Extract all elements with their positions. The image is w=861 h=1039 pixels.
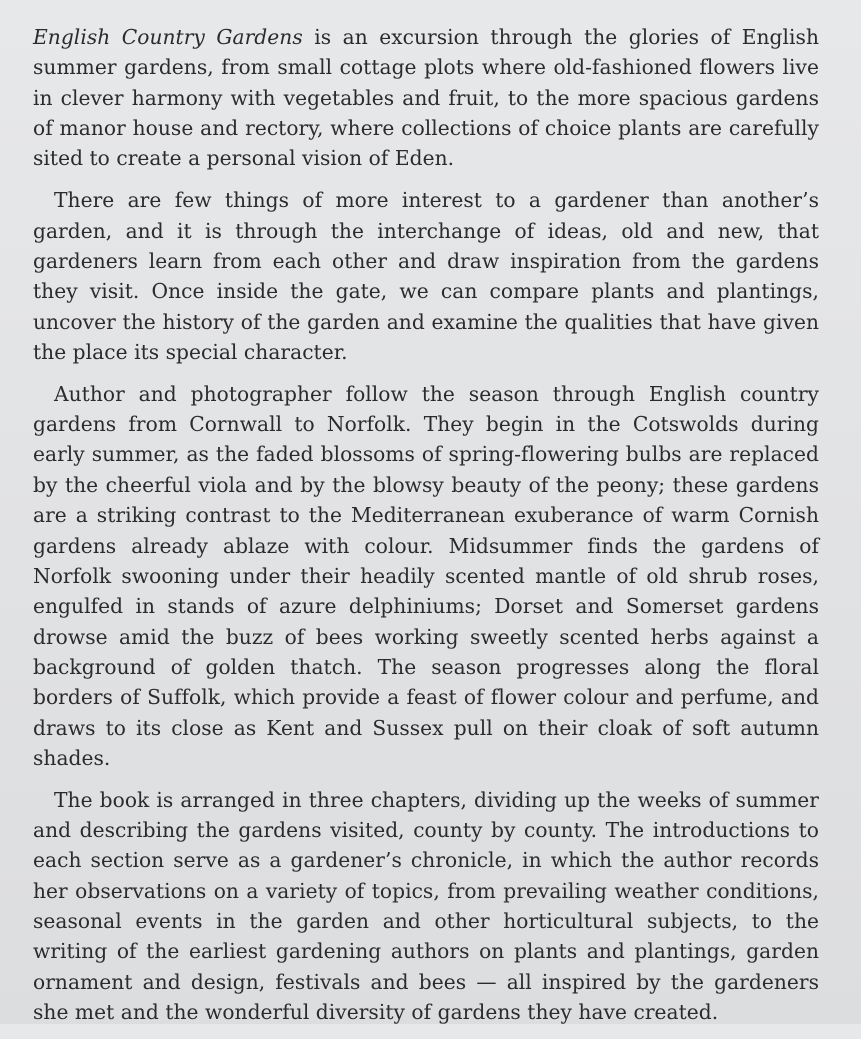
paragraph-intro-text: is an excursion through the glories of English summer gardens, from small cottage plots where old-fashioned flowers live in clever harmony with vegetables and fruit, to the more spacious gardens of manor house and rectory, where collections of choice plants are carefully sited to create a personal vision of Eden. xyxy=(33,25,820,171)
book-title: English Country Gardens xyxy=(33,25,303,49)
book-jacket-text xyxy=(33,22,819,1039)
paragraph-season-journey: Author and photographer follow the season through English country gardens from Cornwall to Norfolk. They begin in the Cotswolds during early summer, as the faded blossoms of spring-flowering bulbs are replaced by the cheerful viola and by the blowsy beauty of the peony; these gardens are a striking contrast to the Mediterranean exuberance of warm Cornish gardens already ablaze with colour. Midsummer finds the gardens of Norfolk swooning under their headily scented mantle of old shrub roses, engulfed in stands of azure delphiniums; Dorset and Somerset gardens drowse amid the buzz of bees working sweetly scented herbs against a background of golden thatch. The season progresses along the floral borders of Suffolk, which provide a feast of flower colour and perfume, and draws to its close as Kent and Sussex pull on their cloak of soft autumn shades. xyxy=(33,381,819,770)
paragraph-book-arrangement: The book is arranged in three chapters, dividing up the weeks of summer and describing the gardens visited, county by county. The introductions to each section serve as a gardener’s chronicle, in which the author records her observations on a variety of topics, from prevailing weather conditions, seasonal events in the garden and other horticultural subjects, to the writing of the earliest gardening authors on plants and plantings, garden ornament and design, festivals and bees — all inspired by the gardeners she met and the wonderful diversity of gardens they have created. xyxy=(33,787,819,1025)
paragraph-intro xyxy=(33,22,819,174)
paragraph-gardener-interest: There are few things of more interest to a gardener than another’s garden, and it is through the interchange of ideas, old and new, that gardeners learn from each other and draw inspiration from the gardens they visit. Once inside the gate, we can compare plants and plantings, uncover the history of the garden and examine the qualities that have given the place its special character. xyxy=(33,188,819,364)
